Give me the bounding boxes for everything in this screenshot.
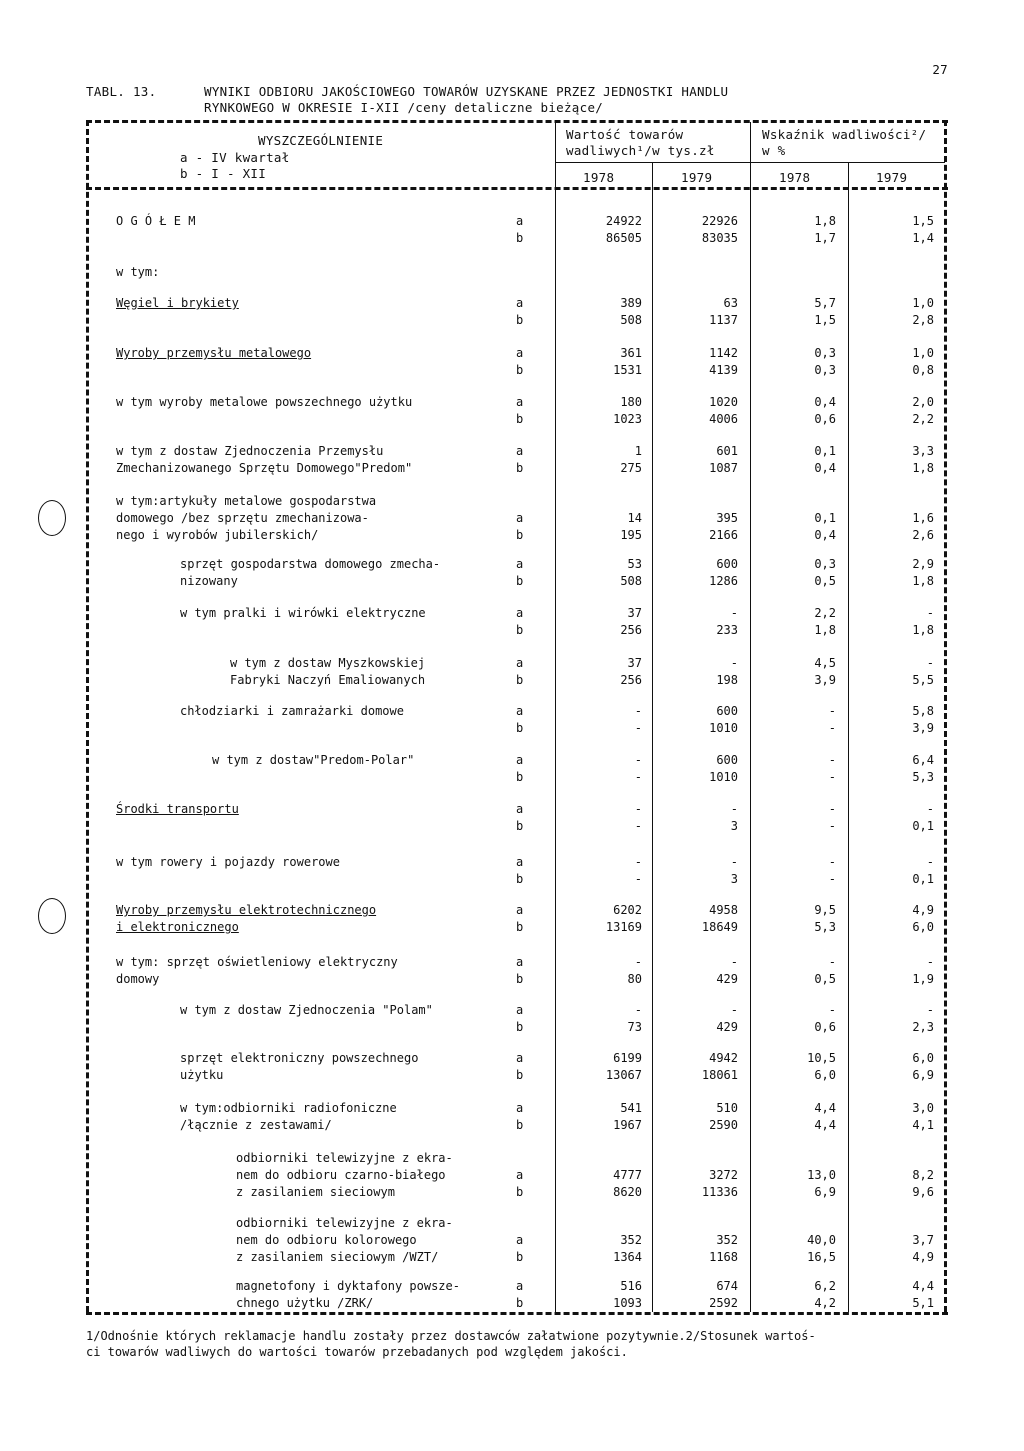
period-marker-a: a <box>516 1279 524 1293</box>
period-marker-a: a <box>516 557 524 571</box>
table-cell: 3272 <box>709 1168 738 1182</box>
table-cell: 8620 <box>613 1185 642 1199</box>
period-marker-b: b <box>516 1020 524 1034</box>
table-cell: 1137 <box>709 313 738 327</box>
period-marker-b: b <box>516 363 524 377</box>
period-marker-b: b <box>516 1068 524 1082</box>
table-cell: 6202 <box>613 903 642 917</box>
table-cell: 2,9 <box>912 557 934 571</box>
row-label: Wyroby przemysłu elektrotechnicznego <box>116 903 377 917</box>
table-cell: 5,3 <box>814 920 836 934</box>
table-cell: 18649 <box>701 920 738 934</box>
period-marker-a: a <box>516 395 524 409</box>
table-cell: 352 <box>716 1233 738 1247</box>
table-cell: 1023 <box>613 412 642 426</box>
table-cell: - <box>730 606 738 620</box>
table-cell: - <box>730 1003 738 1017</box>
table-cell: 1010 <box>709 770 738 784</box>
table-cell: 1,8 <box>912 574 934 588</box>
table-cell: 3,7 <box>912 1233 934 1247</box>
table-cell: 83035 <box>701 231 738 245</box>
table-bottom <box>86 1312 948 1315</box>
table-cell: 0,5 <box>814 574 836 588</box>
row-label: w tym z dostaw Zjednoczenia "Polam" <box>180 1003 433 1017</box>
row-label: w tym:odbiorniki radiofoniczne <box>180 1101 397 1115</box>
table-cell: - <box>634 770 642 784</box>
table-title-line2: RYNKOWEGO W OKRESIE I-XII /ceny detaliczne bieżące/ <box>204 100 604 115</box>
row-label: chnego użytku /ZRK/ <box>236 1296 374 1310</box>
table-cell: 9,5 <box>814 903 836 917</box>
header-year: 1978 <box>779 170 811 185</box>
table-cell: 600 <box>716 753 738 767</box>
table-cell: 37 <box>627 606 642 620</box>
table-cell: 4,4 <box>814 1101 836 1115</box>
period-marker-a: a <box>516 1168 524 1182</box>
table-cell: 352 <box>620 1233 642 1247</box>
row-label: w tym:artykuły metalowe gospodarstwa <box>116 494 377 508</box>
table-cell: 18061 <box>701 1068 738 1082</box>
row-label: /łącznie z zestawami/ <box>180 1118 332 1132</box>
header-value-line1: Wartość towarów <box>566 127 684 142</box>
row-label: w tym pralki i wirówki elektryczne <box>180 606 426 620</box>
period-marker-a: a <box>516 802 524 816</box>
row-label: chłodziarki i zamrażarki domowe <box>180 704 404 718</box>
table-cell: 13,0 <box>807 1168 836 1182</box>
table-cell: 389 <box>620 296 642 310</box>
period-marker-b: b <box>516 412 524 426</box>
table-cell: 0,4 <box>814 395 836 409</box>
table-cell: 4,5 <box>814 656 836 670</box>
period-marker-b: b <box>516 623 524 637</box>
header-year: 1979 <box>681 170 713 185</box>
table-cell: 4139 <box>709 363 738 377</box>
binder-hole <box>38 898 66 934</box>
period-marker-a: a <box>516 704 524 718</box>
header-value-line2: wadliwych¹/w tys.zł <box>566 143 715 158</box>
table-cell: 0,4 <box>814 461 836 475</box>
table-cell: 2,2 <box>814 606 836 620</box>
row-label: z zasilaniem sieciowym <box>236 1185 395 1199</box>
table-cell: - <box>828 955 836 969</box>
table-cell: 1,9 <box>912 972 934 986</box>
row-label: domowy <box>116 972 160 986</box>
row-label: w tym rowery i pojazdy rowerowe <box>116 855 340 869</box>
period-marker-b: b <box>516 721 524 735</box>
period-marker-b: b <box>516 1250 524 1264</box>
table-cell: 6,9 <box>814 1185 836 1199</box>
header-index-line1: Wskaźnik wadliwości²/ <box>762 127 927 142</box>
table-cell: 6,2 <box>814 1279 836 1293</box>
binder-hole <box>38 500 66 536</box>
table-cell: 195 <box>620 528 642 542</box>
table-cell: 1,8 <box>814 214 836 228</box>
period-marker-b: b <box>516 972 524 986</box>
table-cell: 256 <box>620 623 642 637</box>
table-cell: 3 <box>730 819 738 833</box>
period-marker-a: a <box>516 656 524 670</box>
table-cell: - <box>828 1003 836 1017</box>
table-cell: 2166 <box>709 528 738 542</box>
table-cell: - <box>828 770 836 784</box>
table-cell: 0,3 <box>814 557 836 571</box>
row-label: domowego /bez sprzętu zmechanizowa- <box>116 511 369 525</box>
table-cell: 3,9 <box>814 673 836 687</box>
table-cell: 6,0 <box>912 1051 934 1065</box>
row-label: nem do odbioru czarno-białego <box>236 1168 446 1182</box>
table-cell: 5,3 <box>912 770 934 784</box>
table-cell: 11336 <box>701 1185 738 1199</box>
table-cell: 5,7 <box>814 296 836 310</box>
table-cell: - <box>730 802 738 816</box>
row-label: nizowany <box>180 574 238 588</box>
table-cell: 1531 <box>613 363 642 377</box>
table-cell: 40,0 <box>807 1233 836 1247</box>
row-label: magnetofony i dyktafony powsze- <box>236 1279 460 1293</box>
table-cell: 1,0 <box>912 296 934 310</box>
table-cell: - <box>634 955 642 969</box>
footnote-line1: 1/Odnośnie których reklamacje handlu zostały przez dostawców załatwione pozytywnie.2/Stosunek wartoś- <box>86 1329 816 1343</box>
table-cell: 6,4 <box>912 753 934 767</box>
table-cell: - <box>730 855 738 869</box>
table-cell: 2590 <box>709 1118 738 1132</box>
period-marker-a: a <box>516 346 524 360</box>
period-marker-a: a <box>516 753 524 767</box>
table-cell: 0,6 <box>814 412 836 426</box>
row-label: Fabryki Naczyń Emaliowanych <box>230 673 426 687</box>
table-cell: 0,1 <box>912 872 934 886</box>
table-cell: 73 <box>627 1020 642 1034</box>
table-cell: 1,6 <box>912 511 934 525</box>
table-cell: 0,5 <box>814 972 836 986</box>
table-cell: 4,1 <box>912 1118 934 1132</box>
table-cell: 63 <box>723 296 738 310</box>
row-label: Zmechanizowanego Sprzętu Domowego"Predom" <box>116 461 413 475</box>
table-cell: 1093 <box>613 1296 642 1310</box>
table-cell: - <box>926 855 934 869</box>
period-marker-b: b <box>516 461 524 475</box>
table-cell: 429 <box>716 1020 738 1034</box>
table-cell: 1142 <box>709 346 738 360</box>
table-cell: 4,9 <box>912 1250 934 1264</box>
table-cell: 275 <box>620 461 642 475</box>
table-cell: 14 <box>627 511 642 525</box>
table-cell: 2,6 <box>912 528 934 542</box>
table-cell: 1967 <box>613 1118 642 1132</box>
table-cell: 1286 <box>709 574 738 588</box>
table-cell: - <box>634 753 642 767</box>
table-cell: 22926 <box>701 214 738 228</box>
table-cell: 198 <box>716 673 738 687</box>
table-cell: 80 <box>627 972 642 986</box>
period-marker-b: b <box>516 313 524 327</box>
table-cell: - <box>730 955 738 969</box>
period-marker-a: a <box>516 955 524 969</box>
table-cell: 510 <box>716 1101 738 1115</box>
row-label: nego i wyrobów jubilerskich/ <box>116 528 319 542</box>
table-cell: 0,1 <box>814 444 836 458</box>
table-cell: 508 <box>620 574 642 588</box>
table-cell: 0,6 <box>814 1020 836 1034</box>
period-marker-b: b <box>516 872 524 886</box>
table-cell: 5,5 <box>912 673 934 687</box>
row-label: odbiorniki telewizyjne z ekra- <box>236 1216 453 1230</box>
row-label: użytku <box>180 1068 224 1082</box>
table-cell: 1,8 <box>814 623 836 637</box>
row-label: i elektronicznego <box>116 920 239 934</box>
table-cell: - <box>634 704 642 718</box>
period-marker-a: a <box>516 1233 524 1247</box>
table-cell: 9,6 <box>912 1185 934 1199</box>
period-marker-a: a <box>516 1003 524 1017</box>
table-cell: 508 <box>620 313 642 327</box>
table-cell: 13169 <box>605 920 642 934</box>
period-marker-b: b <box>516 1118 524 1132</box>
table-cell: 6199 <box>613 1051 642 1065</box>
header-legend-b: b - I - XII <box>180 166 267 181</box>
period-marker-a: a <box>516 855 524 869</box>
table-cell: - <box>828 872 836 886</box>
table-cell: 0,3 <box>814 346 836 360</box>
table-cell: 2,2 <box>912 412 934 426</box>
table-cell: 5,8 <box>912 704 934 718</box>
table-cell: 2592 <box>709 1296 738 1310</box>
table-cell: 4006 <box>709 412 738 426</box>
table-cell: 1,5 <box>814 313 836 327</box>
header-index-line2: w % <box>762 143 786 158</box>
table-cell: 1,8 <box>912 623 934 637</box>
period-marker-b: b <box>516 1185 524 1199</box>
table-cell: 0,4 <box>814 528 836 542</box>
row-label: w tym: sprzęt oświetleniowy elektryczny <box>116 955 398 969</box>
table-cell: - <box>828 819 836 833</box>
row-label: Węgiel i brykiety <box>116 296 239 310</box>
table-cell: 4,4 <box>814 1118 836 1132</box>
period-marker-b: b <box>516 673 524 687</box>
table-cell: 1 <box>634 444 642 458</box>
table-cell: 0,1 <box>814 511 836 525</box>
table-cell: 1087 <box>709 461 738 475</box>
table-cell: 1,7 <box>814 231 836 245</box>
table-cell: 6,9 <box>912 1068 934 1082</box>
table-cell: 395 <box>716 511 738 525</box>
table-cell: 3 <box>730 872 738 886</box>
table-cell: 600 <box>716 557 738 571</box>
footnote-line2: ci towarów wadliwych do wartości towarów przebadanych pod względem jakości. <box>86 1345 628 1359</box>
table-cell: - <box>828 753 836 767</box>
table-cell: 86505 <box>605 231 642 245</box>
table-cell: 2,3 <box>912 1020 934 1034</box>
row-label: sprzęt gospodarstwa domowego zmecha- <box>180 557 441 571</box>
table-cell: 674 <box>716 1279 738 1293</box>
table-cell: 2,8 <box>912 313 934 327</box>
header-year: 1978 <box>583 170 615 185</box>
table-cell: 233 <box>716 623 738 637</box>
period-marker-b: b <box>516 528 524 542</box>
table-cell: - <box>926 606 934 620</box>
table-cell: 1168 <box>709 1250 738 1264</box>
row-label: w tym z dostaw Myszkowskiej <box>230 656 426 670</box>
table-cell: 4,4 <box>912 1279 934 1293</box>
table-cell: 4777 <box>613 1168 642 1182</box>
table-cell: 516 <box>620 1279 642 1293</box>
table-cell: 13067 <box>605 1068 642 1082</box>
table-cell: 256 <box>620 673 642 687</box>
period-marker-a: a <box>516 296 524 310</box>
table-cell: - <box>634 855 642 869</box>
header-year: 1979 <box>876 170 908 185</box>
period-marker-a: a <box>516 606 524 620</box>
table-cell: 1010 <box>709 721 738 735</box>
row-label: nem do odbioru kolorowego <box>236 1233 417 1247</box>
table-cell: 1,5 <box>912 214 934 228</box>
table-cell: 3,9 <box>912 721 934 735</box>
period-marker-b: b <box>516 1296 524 1310</box>
header-wyszczegolnienie: WYSZCZEGÓLNIENIE <box>258 133 384 148</box>
period-marker-b: b <box>516 574 524 588</box>
period-marker-a: a <box>516 1051 524 1065</box>
table-cell: 601 <box>716 444 738 458</box>
table-cell: 10,5 <box>807 1051 836 1065</box>
row-label: w tym: <box>116 265 160 279</box>
table-cell: 1020 <box>709 395 738 409</box>
row-label: O G Ó Ł E M <box>116 214 196 228</box>
table-cell: 2,0 <box>912 395 934 409</box>
row-label: z zasilaniem sieciowym /WZT/ <box>236 1250 439 1264</box>
period-marker-a: a <box>516 903 524 917</box>
table-cell: 16,5 <box>807 1250 836 1264</box>
table-cell: - <box>634 802 642 816</box>
table-cell: 4,9 <box>912 903 934 917</box>
row-label: w tym z dostaw"Predom-Polar" <box>212 753 415 767</box>
table-cell: 0,1 <box>912 819 934 833</box>
table-cell: - <box>828 855 836 869</box>
table-cell: 0,3 <box>814 363 836 377</box>
table-cell: 361 <box>620 346 642 360</box>
row-label: Środki transportu <box>116 802 239 816</box>
table-cell: 0,8 <box>912 363 934 377</box>
row-label: odbiorniki telewizyjne z ekra- <box>236 1151 453 1165</box>
period-marker-b: b <box>516 770 524 784</box>
table-cell: - <box>634 872 642 886</box>
table-cell: 541 <box>620 1101 642 1115</box>
table-cell: - <box>828 704 836 718</box>
table-cell: - <box>634 721 642 735</box>
table-cell: - <box>926 656 934 670</box>
table-cell: - <box>828 721 836 735</box>
table-cell: - <box>926 1003 934 1017</box>
period-marker-b: b <box>516 920 524 934</box>
table-cell: 6,0 <box>814 1068 836 1082</box>
table-title-line1: WYNIKI ODBIORU JAKOŚCIOWEGO TOWARÓW UZYSKANE PRZEZ JEDNOSTKI HANDLU <box>204 84 729 99</box>
period-marker-a: a <box>516 444 524 458</box>
period-marker-a: a <box>516 511 524 525</box>
table-cell: 1,8 <box>912 461 934 475</box>
table-cell: 1,0 <box>912 346 934 360</box>
table-cell: 5,1 <box>912 1296 934 1310</box>
row-label: sprzęt elektroniczny powszechnego <box>180 1051 419 1065</box>
table-cell: 37 <box>627 656 642 670</box>
table-cell: 180 <box>620 395 642 409</box>
row-label: Wyroby przemysłu metalowego <box>116 346 312 360</box>
table-cell: 4958 <box>709 903 738 917</box>
table-cell: - <box>730 656 738 670</box>
page-number: 27 <box>932 62 948 77</box>
row-label: w tym z dostaw Zjednoczenia Przemysłu <box>116 444 384 458</box>
table-cell: 1,4 <box>912 231 934 245</box>
table-cell: 6,0 <box>912 920 934 934</box>
period-marker-b: b <box>516 231 524 245</box>
row-label: w tym wyroby metalowe powszechnego użytku <box>116 395 413 409</box>
header-legend-a: a - IV kwartał <box>180 150 290 165</box>
table-cell: 24922 <box>605 214 642 228</box>
table-label: TABL. 13. <box>86 84 157 99</box>
table-cell: - <box>926 955 934 969</box>
period-marker-a: a <box>516 1101 524 1115</box>
table-cell: 53 <box>627 557 642 571</box>
table-cell: 429 <box>716 972 738 986</box>
period-marker-a: a <box>516 214 524 228</box>
table-cell: 4,2 <box>814 1296 836 1310</box>
table-cell: 600 <box>716 704 738 718</box>
table-cell: 1364 <box>613 1250 642 1264</box>
table-cell: - <box>634 819 642 833</box>
table-cell: 8,2 <box>912 1168 934 1182</box>
table-cell: - <box>634 1003 642 1017</box>
table-cell: - <box>926 802 934 816</box>
period-marker-b: b <box>516 819 524 833</box>
table-cell: 4942 <box>709 1051 738 1065</box>
table-cell: 3,3 <box>912 444 934 458</box>
table-cell: 3,0 <box>912 1101 934 1115</box>
table-cell: - <box>828 802 836 816</box>
